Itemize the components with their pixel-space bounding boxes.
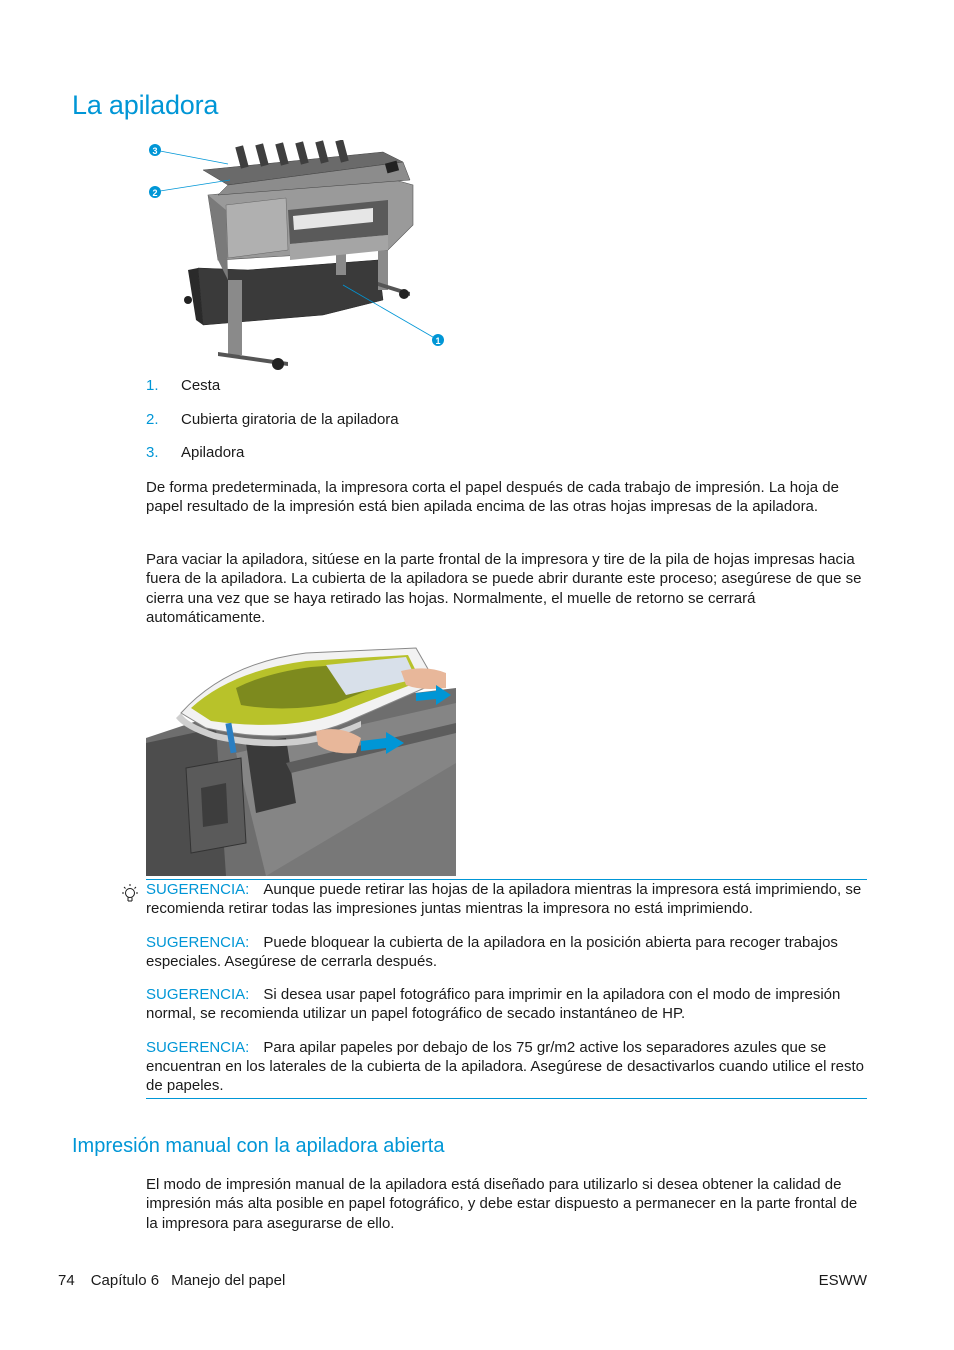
tip-label: SUGERENCIA: — [146, 986, 250, 1004]
tip-text: Aunque puede retirar las hojas de la apiladora mientras la impresora está imprimiendo, se recomienda retirar todas las impresiones juntas mientras la impresora no está imprimiendo. — [146, 881, 862, 918]
paragraph: De forma predeterminada, la impresora corta el papel después de cada trabajo de impresión. La hoja de papel resultado de la impresión está bien apilada encima de las otras hojas impresas de la apiladora. — [146, 479, 839, 516]
tip — [146, 985, 867, 1038]
tip-text: Para apilar papeles por debajo de los 75 gr/m2 active los separadores azules que se encuentran en los laterales de la cubierta de la apiladora. Asegúrese de desactivarlos cuando utilice el resto de papeles. — [146, 1038, 864, 1095]
parts-list — [146, 377, 866, 478]
list-text: Cesta — [181, 377, 221, 394]
tip — [146, 933, 867, 986]
paragraph: Para vaciar la apiladora, sitúese en la parte frontal de la impresora y tire de la pila de hojas impresas hacia fuera de la apiladora. La cubierta de la apiladora se puede abrir durante este proceso; asegúrese de que se cierra una vez que se haya retirado las hojas. Normalmente, el muelle de retorno se cerrará automáticamente. — [146, 551, 862, 626]
callout-1 — [432, 334, 444, 346]
chapter-label: Capítulo 6 — [90, 1272, 160, 1289]
svg-text:2: 2 — [152, 188, 158, 198]
svg-text:1: 1 — [435, 336, 441, 346]
lightbulb-icon — [120, 883, 140, 907]
tip-text: Si desea usar papel fotográfico para imprimir en la apiladora con el modo de impresión normal, se recomienda utilizar un papel fotográfico de secado instantáneo de HP. — [146, 986, 841, 1023]
list-item — [146, 444, 866, 478]
tip — [146, 880, 867, 933]
list-number: 2. — [146, 410, 159, 428]
printer-stacker-illustration — [148, 140, 448, 375]
stacker-removal-illustration — [146, 643, 456, 876]
svg-text:3: 3 — [152, 146, 158, 156]
tip — [146, 1038, 867, 1098]
tip-label: SUGERENCIA: — [146, 933, 250, 951]
paragraph: El modo de impresión manual de la apiladora está diseñado para utilizarlo si desea obtener la calidad de impresión más alta posible en papel fotográfico, y debe estar dispuesto a permanecer en la parte frontal de la impresora para asegurarse de ello. — [146, 1176, 858, 1232]
tip-label: SUGERENCIA: — [146, 881, 250, 898]
tip-text: Puede bloquear la cubierta de la apiladora en la posición abierta para recoger trabajos especiales. Asegúrese de cerrarla después. — [146, 933, 838, 970]
page-number: 74 — [58, 1272, 75, 1289]
callout-2 — [149, 186, 161, 198]
list-number: 3. — [146, 444, 159, 461]
list-item — [146, 377, 866, 411]
footer-left — [58, 1272, 301, 1290]
section-heading: Impresión manual con la apiladora abierta — [72, 1135, 445, 1157]
footer-right: ESWW — [818, 1272, 867, 1289]
list-item — [146, 411, 866, 445]
list-number: 1. — [146, 377, 159, 394]
tip-label: SUGERENCIA: — [146, 1038, 250, 1056]
section-label: Manejo del papel — [171, 1272, 286, 1289]
page-title: La apiladora — [72, 90, 219, 120]
callout-3 — [149, 144, 161, 156]
list-text: Cubierta giratoria de la apiladora — [181, 410, 399, 428]
tips-box — [146, 879, 867, 1099]
list-text: Apiladora — [181, 444, 245, 461]
